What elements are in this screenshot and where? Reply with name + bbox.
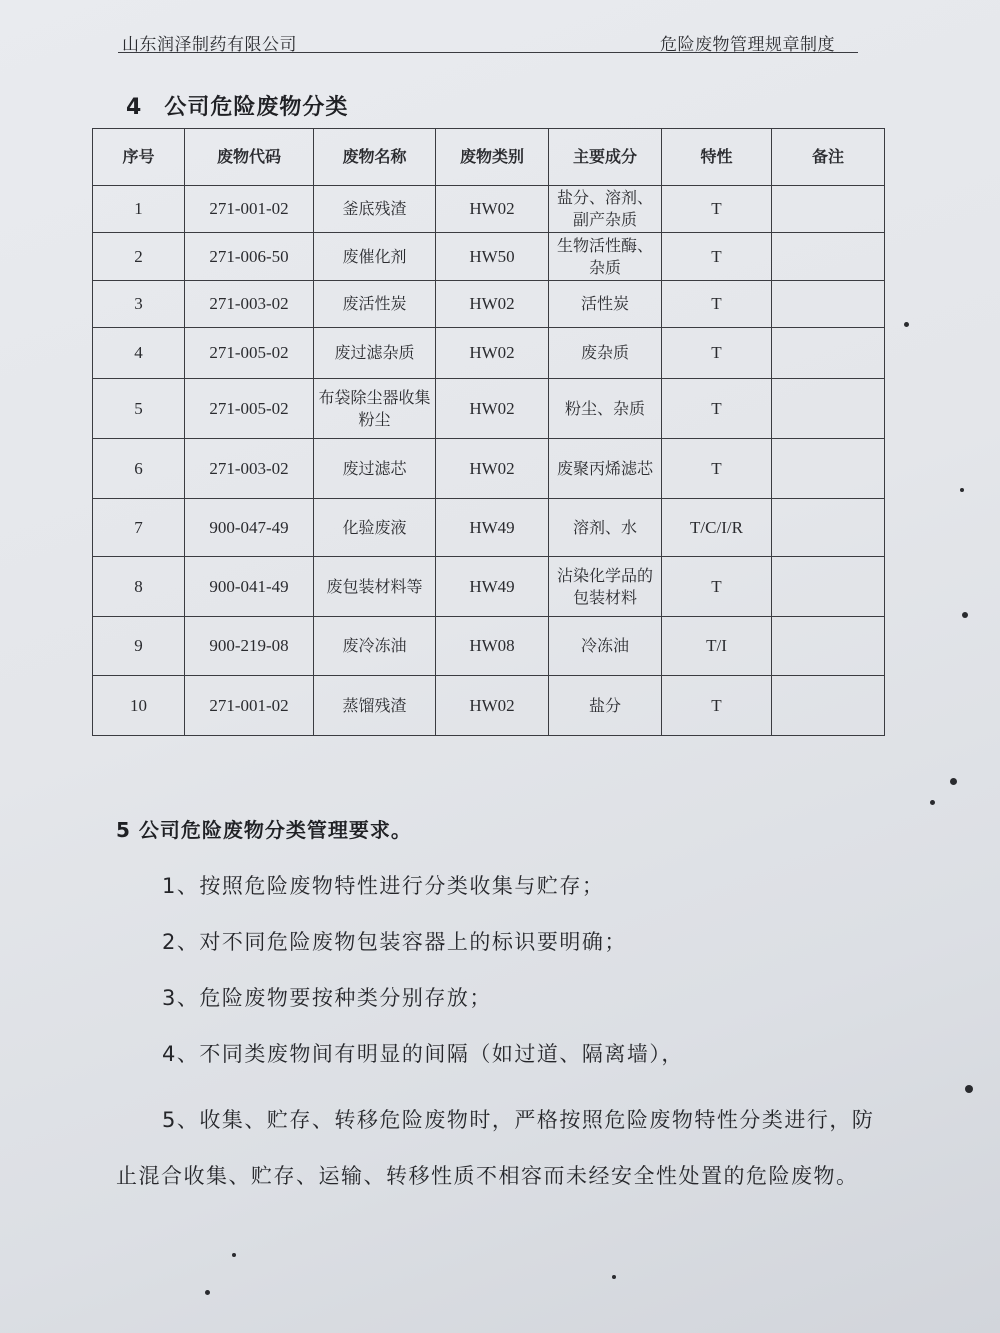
cell-property: T/C/I/R xyxy=(662,499,772,557)
cell-note xyxy=(772,233,885,281)
cell-name: 布袋除尘器收集粉尘 xyxy=(314,379,436,439)
requirement-item-5-text: 5、收集、贮存、转移危险废物时，严格按照危险废物特性分类进行，防止混合收集、贮存、运输、转移性质不相容而未经安全性处置的危险废物。 xyxy=(116,1108,875,1188)
cell-component: 粉尘、杂质 xyxy=(549,379,662,439)
cell-category: HW02 xyxy=(436,379,549,439)
table-row xyxy=(93,379,885,439)
requirement-item-2: 2、对不同危险废物包装容器上的标识要明确； xyxy=(162,930,627,954)
col-header-property: 特性 xyxy=(662,129,772,186)
ink-speck xyxy=(612,1275,616,1279)
col-header-component: 主要成分 xyxy=(549,129,662,186)
cell-name: 蒸馏残渣 xyxy=(314,676,436,736)
cell-no: 4 xyxy=(93,328,185,379)
table-row xyxy=(93,186,885,233)
cell-component: 盐分 xyxy=(549,676,662,736)
cell-name: 釜底残渣 xyxy=(314,186,436,233)
section-4-number: 4 xyxy=(126,95,143,120)
cell-note xyxy=(772,617,885,676)
cell-no: 8 xyxy=(93,557,185,617)
ink-speck xyxy=(205,1290,210,1295)
cell-note xyxy=(772,557,885,617)
table-row xyxy=(93,328,885,379)
cell-no: 7 xyxy=(93,499,185,557)
cell-property: T xyxy=(662,379,772,439)
requirement-item-4: 4、不同类废物间有明显的间隔（如过道、隔离墙）， xyxy=(162,1042,684,1066)
cell-code: 271-001-02 xyxy=(185,676,314,736)
cell-category: HW02 xyxy=(436,439,549,499)
requirement-item-1: 1、按照危险废物特性进行分类收集与贮存； xyxy=(162,874,605,898)
ink-speck xyxy=(950,778,957,785)
cell-name: 废包装材料等 xyxy=(314,557,436,617)
cell-category: HW08 xyxy=(436,617,549,676)
cell-name: 废过滤芯 xyxy=(314,439,436,499)
cell-component: 生物活性酶、杂质 xyxy=(549,233,662,281)
cell-note xyxy=(772,676,885,736)
cell-component: 活性炭 xyxy=(549,281,662,328)
ink-speck xyxy=(960,488,964,492)
section-4-title: 公司危险废物分类 xyxy=(164,95,349,120)
cell-category: HW02 xyxy=(436,186,549,233)
table-header-row xyxy=(93,129,885,186)
table-row xyxy=(93,557,885,617)
cell-code: 271-003-02 xyxy=(185,439,314,499)
col-header-code: 废物代码 xyxy=(185,129,314,186)
ink-speck xyxy=(904,322,909,327)
section-5-heading: 5 公司危险废物分类管理要求。 xyxy=(116,818,412,842)
table-row xyxy=(93,233,885,281)
cell-no: 1 xyxy=(93,186,185,233)
cell-property: T xyxy=(662,328,772,379)
cell-name: 废过滤杂质 xyxy=(314,328,436,379)
cell-code: 271-005-02 xyxy=(185,328,314,379)
requirement-item-3: 3、危险废物要按种类分别存放； xyxy=(162,986,492,1010)
table-row xyxy=(93,499,885,557)
table-row xyxy=(93,439,885,499)
cell-property: T xyxy=(662,676,772,736)
cell-note xyxy=(772,328,885,379)
cell-code: 900-047-49 xyxy=(185,499,314,557)
table-row xyxy=(93,617,885,676)
cell-note xyxy=(772,281,885,328)
cell-code: 271-001-02 xyxy=(185,186,314,233)
requirement-item-5 xyxy=(116,1092,886,1204)
cell-code: 900-219-08 xyxy=(185,617,314,676)
cell-component: 沾染化学品的包装材料 xyxy=(549,557,662,617)
cell-category: HW02 xyxy=(436,328,549,379)
table-row xyxy=(93,676,885,736)
cell-code: 271-003-02 xyxy=(185,281,314,328)
cell-note xyxy=(772,186,885,233)
cell-component: 溶剂、水 xyxy=(549,499,662,557)
ink-speck xyxy=(232,1253,236,1257)
cell-category: HW49 xyxy=(436,499,549,557)
ink-speck xyxy=(962,612,968,618)
cell-name: 废活性炭 xyxy=(314,281,436,328)
cell-component: 废聚丙烯滤芯 xyxy=(549,439,662,499)
cell-property: T xyxy=(662,439,772,499)
cell-component: 冷冻油 xyxy=(549,617,662,676)
ink-speck xyxy=(965,1085,973,1093)
cell-note xyxy=(772,379,885,439)
cell-property: T xyxy=(662,557,772,617)
cell-code: 900-041-49 xyxy=(185,557,314,617)
section-4-heading xyxy=(126,90,348,121)
cell-code: 271-005-02 xyxy=(185,379,314,439)
col-header-no: 序号 xyxy=(93,129,185,186)
cell-no: 10 xyxy=(93,676,185,736)
cell-property: T xyxy=(662,281,772,328)
header-doc-title: 危险废物管理规章制度 xyxy=(660,35,835,55)
cell-component: 废杂质 xyxy=(549,328,662,379)
cell-property: T/I xyxy=(662,617,772,676)
col-header-category: 废物类别 xyxy=(436,129,549,186)
cell-category: HW02 xyxy=(436,281,549,328)
cell-category: HW49 xyxy=(436,557,549,617)
cell-note xyxy=(772,499,885,557)
cell-category: HW50 xyxy=(436,233,549,281)
table-row xyxy=(93,281,885,328)
cell-category: HW02 xyxy=(436,676,549,736)
cell-no: 6 xyxy=(93,439,185,499)
cell-name: 化验废液 xyxy=(314,499,436,557)
col-header-name: 废物名称 xyxy=(314,129,436,186)
cell-property: T xyxy=(662,233,772,281)
cell-name: 废催化剂 xyxy=(314,233,436,281)
waste-classification-table xyxy=(92,128,885,736)
cell-code: 271-006-50 xyxy=(185,233,314,281)
header-company: 山东润泽制药有限公司 xyxy=(122,35,297,55)
cell-no: 2 xyxy=(93,233,185,281)
cell-no: 9 xyxy=(93,617,185,676)
cell-note xyxy=(772,439,885,499)
cell-component: 盐分、溶剂、副产杂质 xyxy=(549,186,662,233)
header-divider xyxy=(118,52,858,53)
cell-no: 5 xyxy=(93,379,185,439)
ink-speck xyxy=(930,800,935,805)
col-header-note: 备注 xyxy=(772,129,885,186)
cell-name: 废冷冻油 xyxy=(314,617,436,676)
cell-no: 3 xyxy=(93,281,185,328)
cell-property: T xyxy=(662,186,772,233)
